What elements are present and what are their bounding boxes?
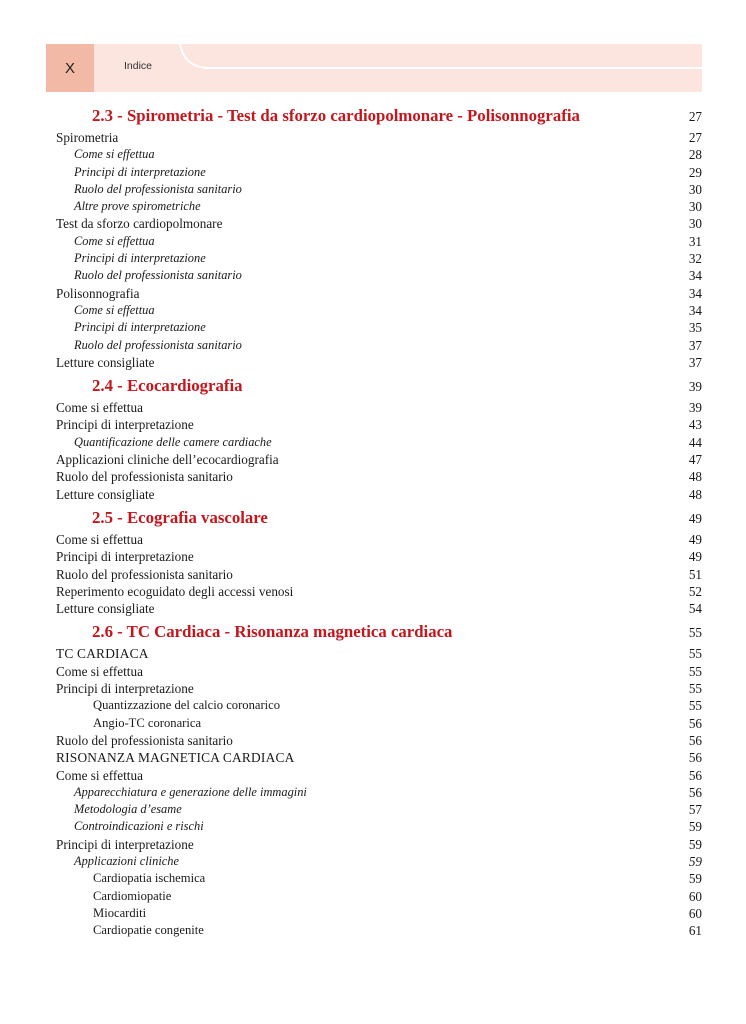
page-number-box [46, 44, 94, 92]
toc-entry-title: Metodologia d’esame [74, 802, 182, 817]
toc-entry-page: 37 [688, 337, 702, 353]
toc-entry-title: Ruolo del professionista sanitario [74, 337, 242, 352]
toc-entry[interactable] [56, 164, 702, 181]
toc-entry-title: Ruolo del professionista sanitario [74, 181, 242, 196]
toc-entry[interactable] [56, 888, 702, 905]
toc-entry[interactable] [56, 732, 702, 749]
toc-entry-title: Spirometria [56, 130, 119, 145]
toc-entry-page: 34 [688, 285, 702, 301]
toc-entry[interactable] [56, 399, 702, 416]
toc-entry-page: 56 [688, 784, 702, 800]
toc-entry[interactable] [56, 468, 702, 485]
section-page-number: 55 [688, 625, 702, 641]
toc-entry[interactable] [56, 600, 702, 617]
toc-entry[interactable] [56, 801, 702, 818]
toc-entry-page: 43 [688, 417, 702, 433]
toc-entry[interactable] [56, 853, 702, 870]
toc-entry[interactable] [56, 181, 702, 198]
toc-entry[interactable] [56, 663, 702, 680]
toc-entry-title: Come si effettua [56, 767, 143, 783]
toc-entry-title: Come si effettua [74, 233, 155, 248]
toc-entry[interactable] [56, 680, 702, 697]
toc-entry-page: 30 [688, 216, 702, 232]
section-page-number: 49 [688, 510, 702, 526]
section-heading[interactable] [56, 103, 702, 129]
toc-entry-title: Letture consigliate [56, 354, 155, 370]
toc-entry[interactable] [56, 198, 702, 215]
toc-entry-title: TC CARDIACA [56, 646, 149, 662]
toc-entry-title: Controindicazioni e rischi [74, 819, 204, 834]
toc-entry-page: 60 [688, 888, 702, 904]
toc-entry-page: 56 [688, 767, 702, 783]
toc-entry-title: Quantificazione delle camere cardiache [74, 434, 272, 449]
toc-entry-page: 51 [688, 566, 702, 582]
toc-entry[interactable] [56, 215, 702, 232]
table-of-contents [56, 103, 702, 941]
toc-entry[interactable] [56, 566, 702, 583]
toc-entry-title: Principi di interpretazione [56, 836, 194, 852]
toc-entry[interactable] [56, 749, 702, 766]
toc-entry-page: 35 [688, 320, 702, 336]
toc-entry-page: 59 [688, 819, 702, 835]
toc-entry[interactable] [56, 416, 702, 433]
toc-entry-page: 48 [688, 486, 702, 502]
toc-entry[interactable] [56, 354, 702, 371]
toc-entry[interactable] [56, 337, 702, 354]
toc-entry-title: Come si effettua [74, 302, 155, 317]
toc-entry-title: Quantizzazione del calcio coronarico [93, 698, 281, 713]
toc-entry[interactable] [56, 548, 702, 565]
toc-entry-title: Apparecchiatura e generazione delle immagini [74, 784, 307, 799]
toc-entry[interactable] [56, 319, 702, 336]
toc-entry-page: 48 [688, 469, 702, 485]
toc-entry[interactable] [56, 697, 702, 714]
toc-entry[interactable] [56, 922, 702, 939]
section-title: 2.4 - Ecocardiografia [92, 376, 243, 396]
toc-entry-page: 34 [688, 268, 702, 284]
toc-entry-title: Come si effettua [56, 663, 143, 679]
toc-entry-title: Miocarditi [93, 905, 147, 920]
toc-entry-page: 61 [688, 923, 702, 939]
toc-entry-page: 57 [688, 802, 702, 818]
section-title: 2.6 - TC Cardiaca - Risonanza magnetica cardiaca [92, 622, 453, 642]
toc-entry[interactable] [56, 767, 702, 784]
toc-entry-page: 30 [688, 199, 702, 215]
toc-entry-title: Come si effettua [56, 400, 143, 416]
toc-entry-page: 55 [688, 646, 702, 662]
toc-entry[interactable] [56, 645, 702, 662]
section-title: 2.3 - Spirometria - Test da sforzo cardiopolmonare - Polisonnografia [92, 106, 580, 125]
toc-entry-title: Principi di interpretazione [56, 681, 194, 697]
toc-entry[interactable] [56, 250, 702, 267]
toc-entry[interactable] [56, 836, 702, 853]
section-page-number: 39 [688, 379, 702, 395]
header-decoration [96, 44, 702, 92]
toc-entry-page: 54 [688, 601, 702, 617]
toc-entry-page: 59 [688, 871, 702, 887]
toc-entry-page: 32 [688, 251, 702, 267]
page-number: X [64, 59, 75, 77]
toc-entry-title: Ruolo del professionista sanitario [56, 732, 233, 748]
toc-entry[interactable] [56, 784, 702, 801]
section-heading[interactable] [56, 505, 702, 531]
toc-entry-title: RISONANZA MAGNETICA CARDIACA [56, 750, 295, 766]
toc-entry-title: Principi di interpretazione [56, 417, 194, 433]
toc-entry[interactable] [56, 434, 702, 451]
toc-entry-page: 30 [688, 181, 702, 197]
toc-entry-title: Cardiopatia ischemica [93, 871, 206, 886]
toc-entry-title: Ruolo del professionista sanitario [56, 469, 233, 485]
toc-entry-title: Letture consigliate [56, 486, 155, 502]
section-title: 2.5 - Ecografia vascolare [92, 507, 268, 527]
toc-entry-page: 56 [688, 732, 702, 748]
running-header: Indice [124, 60, 153, 72]
toc-entry[interactable] [56, 905, 702, 922]
toc-entry-title: Principi di interpretazione [74, 251, 206, 266]
toc-entry[interactable] [56, 285, 702, 302]
toc-entry-title: Applicazioni cliniche dell’ecocardiografia [56, 452, 279, 468]
toc-entry-page: 56 [688, 715, 702, 731]
toc-entry-page: 27 [688, 130, 702, 145]
section-page-number: 27 [688, 109, 702, 124]
toc-entry[interactable] [56, 818, 702, 835]
toc-entry-title: Ruolo del professionista sanitario [56, 566, 233, 582]
toc-entry[interactable] [56, 129, 702, 146]
toc-entry-title: Come si effettua [56, 531, 143, 547]
toc-entry-page: 47 [688, 452, 702, 468]
toc-entry-title: Applicazioni cliniche [74, 853, 179, 868]
toc-entry[interactable] [56, 302, 702, 319]
toc-entry-page: 37 [688, 354, 702, 370]
toc-entry[interactable] [56, 715, 702, 732]
toc-entry-title: Letture consigliate [56, 601, 155, 617]
toc-entry-page: 55 [688, 681, 702, 697]
section-heading[interactable] [56, 373, 702, 399]
toc-entry-page: 34 [688, 302, 702, 318]
toc-entry-page: 31 [688, 233, 702, 249]
toc-entry-title: Come si effettua [74, 147, 155, 162]
toc-entry-title: Principi di interpretazione [74, 320, 206, 335]
toc-entry-page: 39 [688, 400, 702, 416]
toc-entry-title: Principi di interpretazione [74, 164, 206, 179]
toc-entry-title: Altre prove spirometriche [74, 199, 201, 214]
toc-entry-page: 55 [688, 663, 702, 679]
toc-entry[interactable] [56, 146, 702, 163]
toc-entry[interactable] [56, 233, 702, 250]
toc-entry[interactable] [56, 267, 702, 284]
toc-entry-page: 49 [688, 531, 702, 547]
toc-entry-page: 28 [688, 147, 702, 163]
toc-entry[interactable] [56, 531, 702, 548]
toc-entry[interactable] [56, 451, 702, 468]
toc-entry[interactable] [56, 486, 702, 503]
toc-entry[interactable] [56, 870, 702, 887]
toc-entry-title: Cardiomiopatie [93, 888, 172, 903]
toc-entry-page: 56 [688, 750, 702, 766]
section-heading[interactable] [56, 619, 702, 645]
toc-entry-page: 49 [688, 549, 702, 565]
toc-entry-title: Principi di interpretazione [56, 549, 194, 565]
toc-entry-title: Ruolo del professionista sanitario [74, 268, 242, 283]
toc-entry-title: Test da sforzo cardiopolmonare [56, 216, 223, 232]
toc-entry-title: Cardiopatie congenite [93, 923, 204, 938]
toc-entry-page: 59 [688, 836, 702, 852]
toc-entry-page: 52 [688, 583, 702, 599]
toc-entry-page: 59 [688, 853, 702, 869]
toc-entry-page: 60 [688, 905, 702, 921]
toc-entry-title: Polisonnografia [56, 285, 140, 301]
toc-entry-page: 29 [688, 164, 702, 180]
toc-entry[interactable] [56, 583, 702, 600]
toc-entry-title: Reperimento ecoguidato degli accessi venosi [56, 583, 294, 599]
toc-entry-page: 44 [688, 434, 702, 450]
toc-entry-title: Angio-TC coronarica [93, 715, 202, 730]
toc-entry-page: 55 [688, 698, 702, 714]
